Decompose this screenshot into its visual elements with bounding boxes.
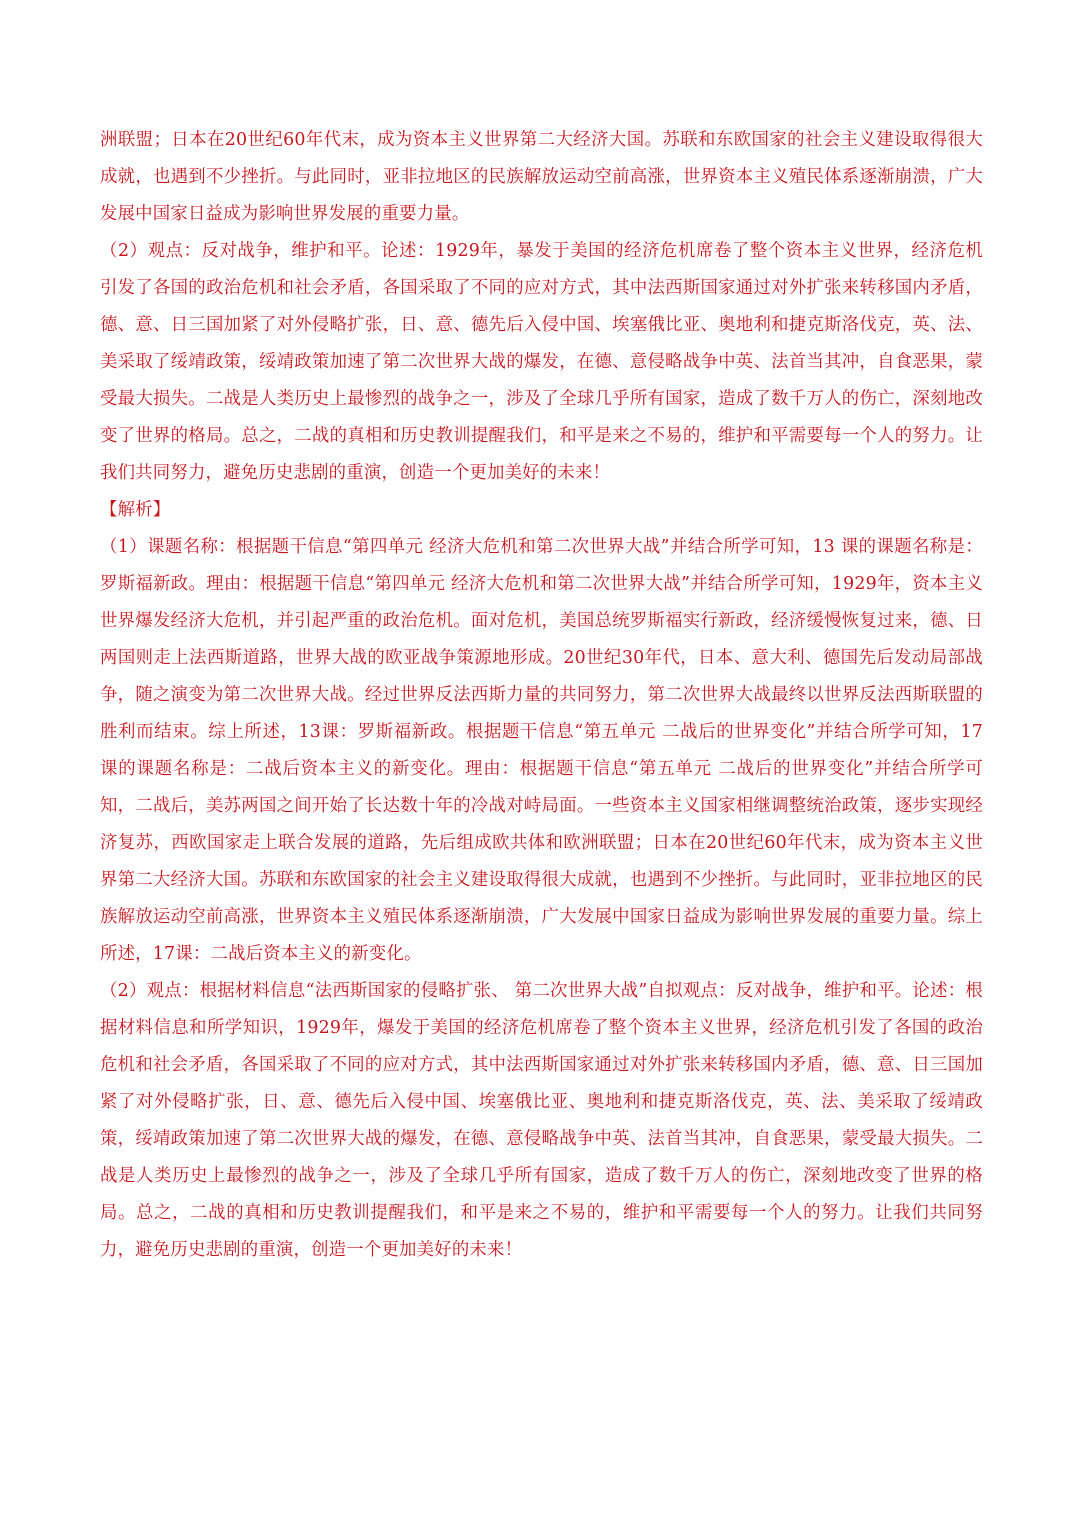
analysis-heading: 【解析】	[100, 500, 171, 520]
analysis-part-1: （1）课题名称：根据题干信息“第四单元 经济大危机和第二次世界大战”并结合所学可知，13 课的课题名称是：罗斯福新政。理由：根据题干信息“第四单元 经济大危机和第二次世界大战”并结合所学可知，1929年，资本主义世界爆发经济大危机，并引起严重的政治危机。面对危机，美国总统罗斯福实行新政，经济缓慢恢复过来，德、日两国则走上法西斯道路，世界大战的欧亚战争策源地形成。20世纪30年代，日本、意大利、德国先后发动局部战争，随之演变为第二次世界大战。经过世界反法西斯力量的共同努力，第二次世界大战最终以世界反法西斯联盟的胜利而结束。综上所述，13课：罗斯福新政。根据题干信息“第五单元 二战后的世界变化”并结合所学可知，17 课的课题名称是：二战后资本主义的新变化。理由：根据题干信息“第五单元 二战后的世界变化”并结合所学可知，二战后，美苏两国之间开始了长达数十年的冷战对峙局面。一些资本主义国家相继调整统治政策，逐步实现经济复苏，西欧国家走上联合发展的道路，先后组成欧共体和欧洲联盟；日本在20世纪60年代末，成为资本主义世界第二大经济大国。苏联和东欧国家的社会主义建设取得很大成就，也遇到不少挫折。与此同时，亚非拉地区的民族解放运动空前高涨，世界资本主义殖民体系逐渐崩溃，广大发展中国家日益成为影响世界发展的重要力量。综上所述，17课：二战后资本主义的新变化。	[100, 537, 983, 964]
answer-part-2: （2）观点：反对战争，维护和平。论述：1929年，暴发于美国的经济危机席卷了整个资本主义世界，经济危机引发了各国的政治危机和社会矛盾，各国采取了不同的应对方式，其中法西斯国家通过对外扩张来转移国内矛盾，德、意、日三国加紧了对外侵略扩张，日、意、德先后入侵中国、埃塞俄比亚、奥地利和捷克斯洛伐克，英、法、美采取了绥靖政策，绥靖政策加速了第二次世界大战的爆发，在德、意侵略战争中英、法首当其冲，自食恶果，蒙受最大损失。二战是人类历史上最惨烈的战争之一，涉及了全球几乎所有国家，造成了数千万人的伤亡，深刻地改变了世界的格局。总之，二战的真相和历史教训提醒我们，和平是来之不易的，维护和平需要每一个人的努力。让我们共同努力，避免历史悲剧的重演，创造一个更加美好的未来！	[100, 241, 983, 483]
analysis-part-2: （2）观点：根据材料信息“法西斯国家的侵略扩张、 第二次世界大战”自拟观点：反对战争，维护和平。论述：根据材料信息和所学知识，1929年，爆发于美国的经济危机席卷了整个资本主义世界，经济危机引发了各国的政治危机和社会矛盾，各国采取了不同的应对方式，其中法西斯国家通过对外扩张来转移国内矛盾，德、意、日三国加紧了对外侵略扩张，日、意、德先后入侵中国、埃塞俄比亚、奥地利和捷克斯洛伐克，英、法、美采取了绥靖政策，绥靖政策加速了第二次世界大战的爆发，在德、意侵略战争中英、法首当其冲，自食恶果，蒙受最大损失。二战是人类历史上最惨烈的战争之一，涉及了全球几乎所有国家，造成了数千万人的伤亡，深刻地改变了世界的格局。总之，二战的真相和历史教训提醒我们，和平是来之不易的，维护和平需要每一个人的努力。让我们共同努力，避免历史悲剧的重演，创造一个更加美好的未来！	[100, 981, 983, 1260]
continued-paragraph: 洲联盟；日本在20世纪60年代末，成为资本主义世界第二大经济大国。苏联和东欧国家的社会主义建设取得很大成就，也遇到不少挫折。与此同时，亚非拉地区的民族解放运动空前高涨，世界资本主义殖民体系逐渐崩溃，广大发展中国家日益成为影响世界发展的重要力量。	[100, 130, 983, 224]
document-body	[100, 122, 983, 1269]
